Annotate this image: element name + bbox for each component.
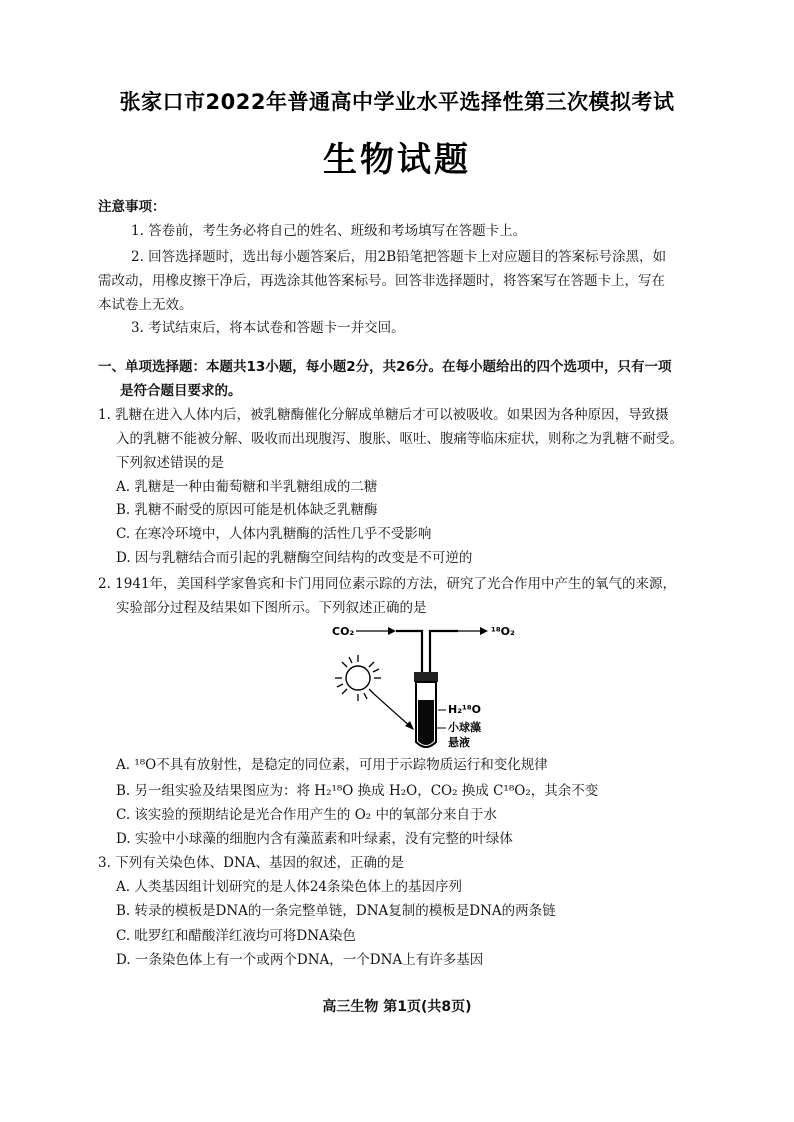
q1-stem-line-2: 入的乳糖不能被分解、吸收而出现腹泻、腹胀、呕吐、腹痛等临床症状，则称之为乳糖不耐受。 — [116, 431, 683, 447]
figure-algae-label-2: 悬液 — [448, 736, 470, 749]
q1-option-c: C. 在寒冷环境中，人体内乳糖酶的活性几乎不受影响 — [116, 526, 432, 542]
outlet-tube — [430, 631, 458, 672]
q3-option-d: D. 一条染色体上有一个或两个DNA，一个DNA上有许多基因 — [116, 952, 484, 968]
q3-option-c: C. 吡罗红和醋酸洋红液均可将DNA染色 — [116, 928, 356, 944]
q1-option-b: B. 乳糖不耐受的原因可能是机体缺乏乳糖酶 — [116, 502, 378, 518]
algae-suspension — [418, 700, 434, 745]
q2-option-c: C. 该实验的预期结论是光合作用产生的 O₂ 中的氧部分来自于水 — [116, 807, 497, 823]
q2-stem-line-1: 2. 1941年，美国科学家鲁宾和卡门用同位素示踪的方法，研究了光合作用中产生的氧气的来源， — [98, 576, 677, 592]
notice-item-2-line-3: 本试卷上无效。 — [98, 297, 193, 313]
subject-title: 生物试题 — [323, 140, 471, 180]
q1-stem-line-1: 1. 乳糖在进入人体内后，被乳糖酶催化分解成单糖后才可以被吸收。如果因为各种原因，导致摄 — [98, 407, 669, 423]
q2-option-b: B. 另一组实验及结果图应为：将 H₂¹⁸O 换成 H₂O，CO₂ 换成 C¹⁸O₂，其余不变 — [116, 783, 599, 799]
o2-arrow-head — [480, 627, 488, 635]
notice-heading: 注意事项： — [98, 199, 166, 215]
notice-item-1: 1. 答卷前，考生务必将自己的姓名、班级和考场填写在答题卡上。 — [131, 223, 527, 239]
q3-option-a: A. 人类基因组计划研究的是人体24条染色体上的基因序列 — [116, 879, 463, 895]
q3-option-b: B. 转录的模板是DNA的一条完整单链，DNA复制的模板是DNA的两条链 — [116, 903, 556, 919]
experiment-figure — [330, 620, 520, 750]
figure-o2-label: ¹⁸O₂ — [491, 625, 515, 638]
inlet-tube — [396, 631, 422, 672]
section-1-heading: 一、单项选择题：本题共13小题，每小题2分，共26分。在每小题给出的四个选项中，只有一项 — [98, 359, 672, 375]
notice-item-3: 3. 考试结束后，将本试卷和答题卡一并交回。 — [131, 320, 405, 336]
page-footer: 高三生物 第1页(共8页) — [322, 999, 472, 1015]
section-1-heading-cont: 是符合题目要求的。 — [120, 383, 242, 399]
q1-option-a: A. 乳糖是一种由葡萄糖和半乳糖组成的二糖 — [116, 479, 378, 495]
q1-stem-line-3: 下列叙述错误的是 — [116, 455, 224, 471]
q2-option-d: D. 实验中小球藻的细胞内含有藻蓝素和叶绿素，没有完整的叶绿体 — [116, 831, 513, 847]
notice-item-2-line-1: 2. 回答选择题时，选出每小题答案后，用2B铅笔把答题卡上对应题目的答案标号涂黑，如 — [131, 249, 667, 265]
notice-item-2-line-2: 需改动，用橡皮擦干净后，再选涂其他答案标号。回答非选择题时，将答案写在答题卡上，写在 — [98, 273, 665, 289]
figure-water-label: H₂¹⁸O — [448, 703, 482, 716]
q3-stem: 3. 下列有关染色体、DNA、基因的叙述，正确的是 — [98, 855, 405, 871]
tube-stopper — [414, 672, 438, 682]
exam-title: 张家口市2022年普通高中学业水平选择性第三次模拟考试 — [119, 90, 675, 114]
figure-algae-label-1: 小球藻 — [448, 721, 481, 734]
light-arrow-line — [374, 694, 412, 728]
q1-option-d: D. 因与乳糖结合而引起的乳糖酶空间结构的改变是不可逆的 — [116, 550, 473, 566]
q2-stem-line-2: 实验部分过程及结果如下图所示。下列叙述正确的是 — [116, 600, 427, 616]
q2-option-a: A. ¹⁸O不具有放射性，是稳定的同位素，可用于示踪物质运行和变化规律 — [116, 757, 548, 773]
figure-co2-label: CO₂ — [332, 625, 355, 638]
co2-arrow-head — [388, 627, 396, 635]
